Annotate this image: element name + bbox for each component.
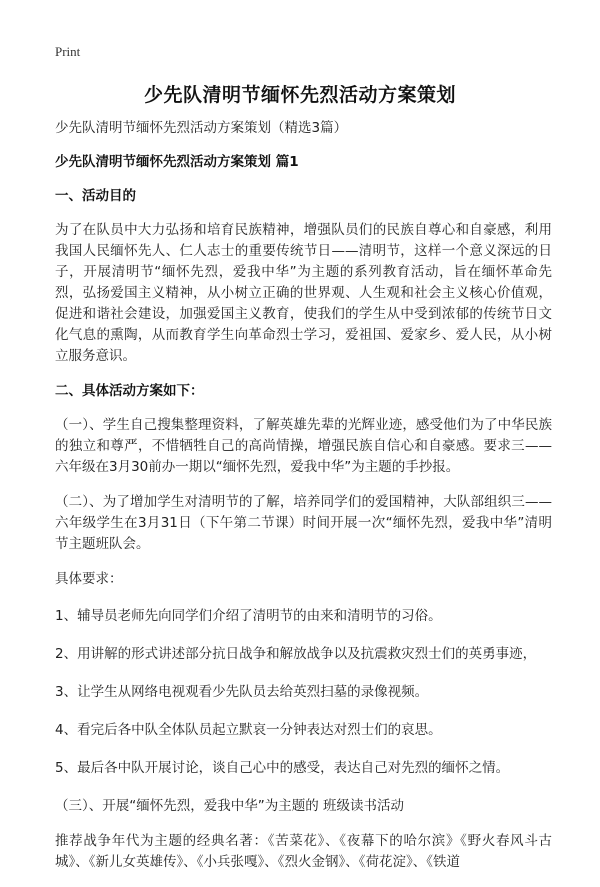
section-heading-plan: 二、具体活动方案如下： (55, 383, 204, 399)
plan-paragraph-4: 推荐战争年代为主题的经典名著：《苦菜花》、《夜幕下的哈尔滨》《野火春风斗古城》、《新儿女英雄传》、《小兵张嘎》、《烈火金钢》、《荷花淀》、《铁道 (55, 833, 552, 870)
page-title: 少先队清明节缅怀先烈活动方案策划 (143, 84, 456, 106)
article-title: 少先队清明节缅怀先烈活动方案策划 篇1 (55, 154, 299, 170)
purpose-paragraph: 为了在队员中大力弘扬和培育民族精神，增强队员们的民族自尊心和自豪感，利用我国人民缅怀先人、仁人志士的重要传统节日——清明节，这样一个意义深远的日子，开展清明节“缅怀先烈，爱我中华”为主题的系列教育活动，旨在缅怀革命先烈，弘扬爱国主义精神，从小树立正确的世界观、人生观和社会主义核心价值观，促进和谐社会建设，加强爱国主义教育，使我们的学生从中受到浓郁的传统节日文化气息的熏陶，从而教育学生向革命烈士学习，爱祖国、爱家乡、爱人民，从小树立服务意识。 (55, 222, 552, 364)
print-label: Print (55, 44, 81, 59)
requirement-item-5: 5、最后各中队开展讨论，谈自己心中的感受，表达自己对先烈的缅怀之情。 (55, 760, 510, 776)
plan-paragraph-2: （二）、为了增加学生对清明节的了解，培养同学们的爱国精神，大队部组织三——六年级学生在3月31日（下午第二节课）时间开展一次“缅怀先烈，爱我中华”清明节主题班队会。 (55, 494, 552, 552)
section-heading-purpose: 一、活动目的 (55, 188, 136, 204)
requirement-item-4: 4、看完后各中队全体队员起立默哀一分钟表达对烈士们的哀思。 (55, 722, 442, 738)
plan-paragraph-1: （一）、学生自己搜集整理资料，了解英雄先辈的光辉业迹，感受他们为了中华民族的独立和尊严，不惜牺牲自己的高尚情操，增强民族自信心和自豪感。要求三——六年级在3月30前办一期以“缅怀先烈，爱我中华”为主题的手抄报。 (55, 417, 552, 475)
document-body (55, 118, 552, 887)
requirement-item-1: 1、辅导员老师先向同学们介绍了清明节的由来和清明节的习俗。 (55, 608, 442, 624)
requirement-item-2: 2、用讲解的形式讲述部分抗日战争和解放战争以及抗震救灾烈士们的英勇事迹， (55, 646, 537, 662)
document-subtitle: 少先队清明节缅怀先烈活动方案策划（精选3篇） (55, 120, 348, 136)
requirements-label: 具体要求： (55, 571, 123, 587)
plan-paragraph-3: （三）、开展“缅怀先烈，爱我中华”为主题的 班级读书活动 (55, 798, 405, 814)
requirement-item-3: 3、让学生从网络电视观看少先队员去给英烈扫墓的录像视频。 (55, 684, 429, 700)
